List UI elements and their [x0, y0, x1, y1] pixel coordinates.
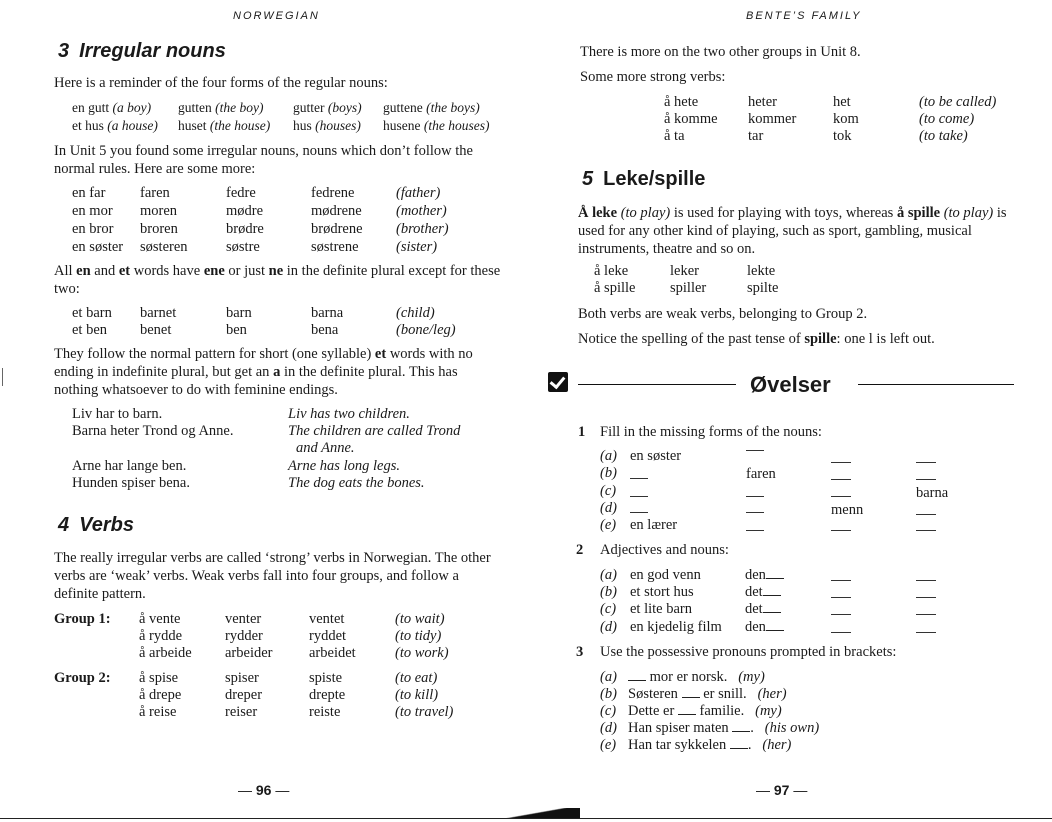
table-cell: gutter (boys)	[293, 100, 362, 115]
table-cell: faren	[140, 185, 170, 201]
table-cell: å drepe	[139, 687, 182, 703]
list-item: (c) Dette er familie. (my)	[600, 703, 782, 719]
table-cell: guttene (the boys)	[383, 100, 480, 115]
table-cell: å hete	[664, 94, 699, 110]
exercise-instruction: Fill in the missing forms of the nouns:	[600, 424, 822, 440]
blank-line[interactable]	[766, 578, 784, 579]
item-label: (a)	[600, 448, 617, 464]
exercise-instruction: Adjectives and nouns:	[600, 542, 729, 558]
list-item: (e) Han tar sykkelen . (her)	[600, 737, 792, 753]
blank-line[interactable]	[746, 450, 764, 451]
table-cell: broren	[140, 221, 178, 237]
paragraph: The really irregular verbs are called ‘strong’ verbs in Norwegian. The other verbs are ‘weak’ verbs. Weak verbs fall into four groups, and follow a definite pattern.	[54, 550, 491, 602]
blank-line[interactable]	[630, 512, 648, 513]
table-cell: et barn	[72, 305, 112, 321]
example-norwegian: Barna heter Trond og Anne.	[72, 423, 234, 439]
item-text: det	[745, 600, 781, 618]
table-cell: spiser	[225, 670, 259, 686]
table-cell: spilte	[747, 280, 779, 296]
table-cell: mødre	[226, 203, 264, 219]
paragraph: Both verbs are weak verbs, belonging to Group 2.	[578, 306, 868, 322]
table-cell: (sister)	[396, 239, 438, 255]
item-label: (b)	[600, 584, 617, 600]
blank-line[interactable]	[916, 614, 936, 615]
table-cell: mødrene	[311, 203, 362, 219]
blank-line[interactable]	[746, 496, 764, 497]
blank-line[interactable]	[678, 714, 696, 715]
blank-line[interactable]	[831, 580, 851, 581]
bottom-edge	[0, 818, 1052, 819]
paragraph: Some more strong verbs:	[580, 69, 726, 85]
blank-line[interactable]	[916, 597, 936, 598]
table-cell: (bone/leg)	[396, 322, 456, 338]
example-english: Arne has long legs.	[288, 458, 400, 474]
item-text: et lite barn	[630, 601, 693, 617]
blank-line[interactable]	[732, 731, 750, 732]
paragraph: Here is a reminder of the four forms of the regular nouns:	[54, 75, 388, 91]
checkmark-icon	[548, 372, 568, 392]
table-cell: et ben	[72, 322, 108, 338]
table-cell: reiser	[225, 704, 258, 720]
blank-line[interactable]	[916, 462, 936, 463]
item-text: faren	[746, 466, 776, 482]
item-label: (a)	[600, 567, 617, 583]
paragraph: In Unit 5 you found some irregular nouns, nouns which don’t follow the normal rules. Here are some more:	[54, 143, 473, 177]
blank-line[interactable]	[831, 632, 851, 633]
list-item: (b) Søsteren er snill. (her)	[600, 686, 787, 702]
table-cell: kommer	[748, 111, 797, 127]
blank-line[interactable]	[831, 496, 851, 497]
blank-line[interactable]	[763, 612, 781, 613]
table-cell: (to wait)	[395, 611, 445, 627]
blank-line[interactable]	[763, 595, 781, 596]
table-cell: søstrene	[311, 239, 359, 255]
table-cell: gutten (the boy)	[178, 100, 264, 115]
example-norwegian: Liv har to barn.	[72, 406, 163, 422]
item-text: den	[745, 566, 784, 584]
table-cell: fedre	[226, 185, 256, 201]
table-cell: en bror	[72, 221, 114, 237]
table-cell: (child)	[396, 305, 435, 321]
blank-line[interactable]	[916, 479, 936, 480]
group-label: Group 2:	[54, 670, 111, 686]
table-cell: leker	[670, 263, 699, 279]
table-cell: søstre	[226, 239, 260, 255]
paragraph: They follow the normal pattern for short (one syllable) et words with no ending in indefinite plural, but get an a in the definite plural. This has nothing whatsoever to do with feminine endings.	[54, 346, 473, 398]
table-cell: lekte	[747, 263, 776, 279]
table-cell: (brother)	[396, 221, 449, 237]
example-norwegian: Hunden spiser bena.	[72, 475, 190, 491]
table-cell: søsteren	[140, 239, 188, 255]
table-cell: benet	[140, 322, 172, 338]
group-label: Group 1:	[54, 611, 111, 627]
table-cell: het	[833, 94, 851, 110]
table-cell: tar	[748, 128, 764, 144]
table-cell: å spise	[139, 670, 179, 686]
table-cell: spiller	[670, 280, 707, 296]
blank-line[interactable]	[831, 530, 851, 531]
exercise-number: 1	[578, 424, 586, 440]
table-cell: ventet	[309, 611, 345, 627]
exercises-heading: Øvelser	[750, 372, 831, 397]
blank-line[interactable]	[628, 680, 646, 681]
table-cell: å rydde	[139, 628, 183, 644]
blank-line[interactable]	[831, 614, 851, 615]
section-heading-leke-spille: 5 Leke/spille	[582, 168, 706, 190]
blank-line[interactable]	[746, 512, 764, 513]
blank-line[interactable]	[746, 530, 764, 531]
left-page	[0, 0, 520, 822]
table-cell: husene (the houses)	[383, 118, 490, 133]
table-cell: (to travel)	[395, 704, 454, 720]
table-cell: huset (the house)	[178, 118, 271, 133]
table-row: en gutt (a boy)	[72, 100, 152, 115]
table-cell: en mor	[72, 203, 113, 219]
table-cell: (to tidy)	[395, 628, 442, 644]
item-text: en lærer	[630, 517, 678, 533]
table-cell: (to come)	[919, 111, 975, 127]
table-cell: å reise	[139, 704, 177, 720]
table-cell: ryddet	[309, 628, 347, 644]
divider	[578, 384, 736, 385]
exercise-number: 2	[576, 542, 584, 558]
table-cell: moren	[140, 203, 178, 219]
table-cell: ben	[226, 322, 247, 338]
book-spine-shadow	[500, 808, 580, 818]
exercise-number: 3	[576, 644, 584, 660]
table-cell: å komme	[664, 111, 718, 127]
table-row: et hus (a house)	[72, 118, 158, 133]
table-cell: (to work)	[395, 645, 449, 661]
running-head-left: NORWEGIAN	[233, 10, 320, 22]
blank-line[interactable]	[916, 632, 936, 633]
divider	[858, 384, 1014, 385]
table-cell: heter	[748, 94, 777, 110]
item-label: (d)	[600, 619, 617, 635]
item-text: et stort hus	[630, 584, 694, 600]
example-english: Liv has two children.	[288, 406, 410, 422]
example-english: and Anne.	[296, 440, 355, 456]
blank-line[interactable]	[630, 478, 648, 479]
table-cell: kom	[833, 111, 859, 127]
example-norwegian: Arne har lange ben.	[72, 458, 187, 474]
page-number-right: — 97 —	[756, 782, 808, 798]
table-cell: barna	[311, 305, 344, 321]
table-cell: hus (houses)	[293, 118, 361, 133]
table-cell: bena	[311, 322, 339, 338]
item-text: en kjedelig film	[630, 619, 722, 635]
list-item: (a) mor er norsk. (my)	[600, 669, 765, 685]
item-label: (c)	[600, 601, 617, 617]
item-text: en søster	[630, 448, 682, 464]
paragraph: There is more on the two other groups in Unit 8.	[580, 44, 861, 60]
section-heading-irregular-nouns: 3 Irregular nouns	[58, 40, 226, 62]
blank-line[interactable]	[916, 514, 936, 515]
table-cell: reiste	[309, 704, 341, 720]
table-cell: (to take)	[919, 128, 968, 144]
table-cell: brødrene	[311, 221, 363, 237]
blank-line[interactable]	[630, 496, 648, 497]
item-text: det	[745, 583, 781, 601]
item-text: menn	[831, 502, 864, 518]
paragraph: All en and et words have ene or just ne in the definite plural except for these two:	[54, 263, 501, 297]
table-cell: barnet	[140, 305, 177, 321]
example-english: The children are called Trond	[288, 423, 461, 439]
blank-line[interactable]	[831, 462, 851, 463]
item-text: barna	[916, 485, 949, 501]
table-cell: (to kill)	[395, 687, 439, 703]
item-label: (d)	[600, 500, 617, 516]
table-cell: venter	[225, 611, 262, 627]
list-item: (d) Han spiser maten . (his own)	[600, 720, 820, 736]
paragraph: Å leke (to play) is used for playing with toys, whereas å spille (to play) is used for any other kind of playing, such as sport, gambling, musical instruments, theatre and so on.	[578, 205, 1007, 257]
blank-line[interactable]	[730, 748, 748, 749]
table-cell: (father)	[396, 185, 441, 201]
table-cell: å ta	[664, 128, 685, 144]
table-cell: barn	[226, 305, 252, 321]
table-cell: spiste	[309, 670, 343, 686]
item-text: den	[745, 618, 784, 636]
margin-mark	[2, 368, 3, 386]
table-cell: (to be called)	[919, 94, 997, 110]
blank-line[interactable]	[682, 697, 700, 698]
table-cell: arbeider	[225, 645, 273, 661]
blank-line[interactable]	[766, 630, 784, 631]
paragraph: Notice the spelling of the past tense of spille: one l is left out.	[578, 331, 935, 347]
section-heading-verbs: 4 Verbs	[58, 514, 134, 536]
table-cell: fedrene	[311, 185, 355, 201]
table-cell: å spille	[594, 280, 636, 296]
table-cell: arbeidet	[309, 645, 356, 661]
example-english: The dog eats the bones.	[288, 475, 425, 491]
exercise-instruction: Use the possessive pronouns prompted in brackets:	[600, 644, 897, 660]
table-cell: å leke	[594, 263, 629, 279]
table-cell: dreper	[225, 687, 263, 703]
table-cell: (mother)	[396, 203, 447, 219]
table-cell: å arbeide	[139, 645, 192, 661]
table-cell: (to eat)	[395, 670, 438, 686]
table-cell: tok	[833, 128, 852, 144]
table-cell: rydder	[225, 628, 263, 644]
table-cell: brødre	[226, 221, 264, 237]
item-label: (b)	[600, 465, 617, 481]
page-number-left: — 96 —	[238, 782, 290, 798]
blank-line[interactable]	[831, 479, 851, 480]
running-head-right: BENTE’S FAMILY	[746, 10, 862, 22]
table-cell: en far	[72, 185, 106, 201]
table-cell: drepte	[309, 687, 346, 703]
blank-line[interactable]	[916, 580, 936, 581]
table-cell: å vente	[139, 611, 181, 627]
blank-line[interactable]	[831, 597, 851, 598]
item-label: (e)	[600, 517, 617, 533]
table-cell: en søster	[72, 239, 124, 255]
item-label: (c)	[600, 483, 617, 499]
blank-line[interactable]	[916, 530, 936, 531]
item-text: en god venn	[630, 567, 701, 583]
